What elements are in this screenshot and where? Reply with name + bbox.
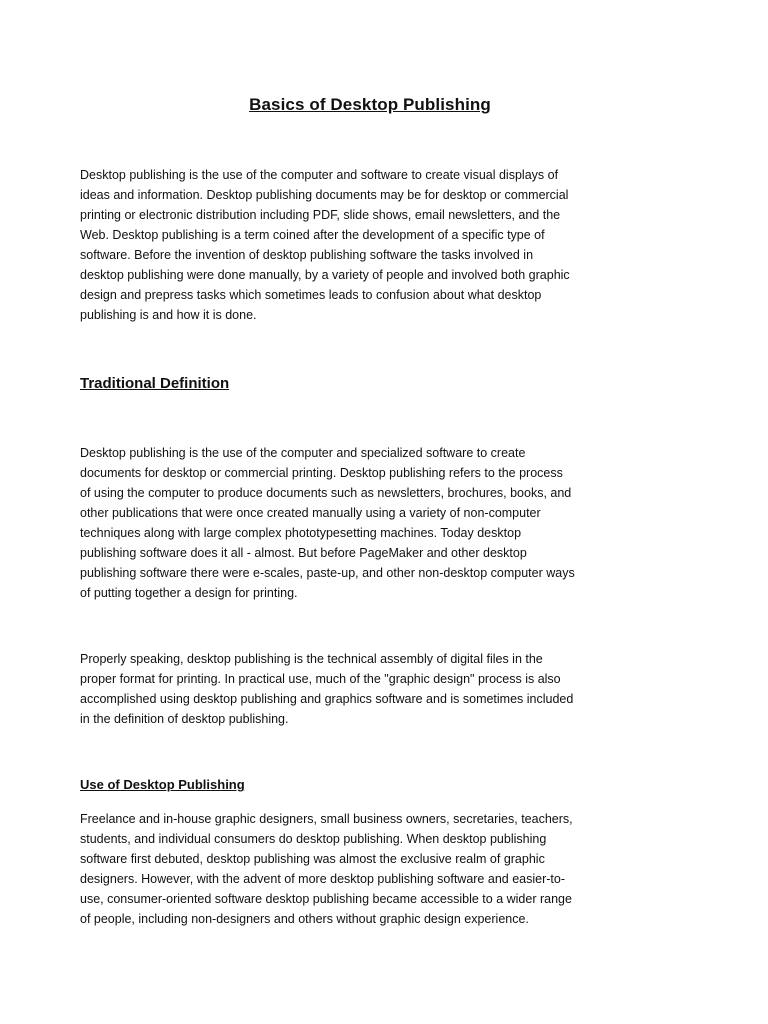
intro-line: printing or electronic distribution including PDF, slide shows, email newsletters, and the bbox=[80, 208, 561, 222]
paragraph-line: other publications that were once created manually using a variety of non-computer bbox=[80, 506, 541, 520]
section-heading-traditional-definition: Traditional Definition bbox=[80, 375, 230, 392]
traditional-definition-paragraph-2 bbox=[80, 649, 600, 729]
paragraph-line: publishing software does it all - almost. But before PageMaker and other desktop bbox=[80, 546, 527, 560]
paragraph-line: of using the computer to produce documents such as newsletters, brochures, books, and bbox=[80, 486, 572, 500]
paragraph-line: techniques along with large complex phototypesetting machines. Today desktop bbox=[80, 526, 522, 540]
paragraph-line: of putting together a design for printing. bbox=[80, 586, 298, 600]
intro-line: desktop publishing were done manually, by a variety of people and involved both graphic bbox=[80, 268, 570, 282]
intro-line: Web. Desktop publishing is a term coined after the development of a specific type of bbox=[80, 228, 545, 242]
paragraph-line: use, consumer-oriented software desktop publishing became accessible to a wider range bbox=[80, 892, 572, 906]
paragraph-line: Freelance and in-house graphic designers, small business owners, secretaries, teachers, bbox=[80, 812, 573, 826]
paragraph-line: accomplished using desktop publishing and graphics software and is sometimes included bbox=[80, 692, 574, 706]
section-heading-use-of-desktop-publishing: Use of Desktop Publishing bbox=[80, 777, 245, 792]
intro-line: design and prepress tasks which sometimes leads to confusion about what desktop bbox=[80, 288, 542, 302]
paragraph-line: software first debuted, desktop publishing was almost the exclusive realm of graphic bbox=[80, 852, 545, 866]
intro-line: publishing is and how it is done. bbox=[80, 308, 257, 322]
paragraph-line: Desktop publishing is the use of the computer and specialized software to create bbox=[80, 446, 526, 460]
paragraph-line: publishing software there were e-scales, paste-up, and other non-desktop computer ways bbox=[80, 566, 575, 580]
document-title: Basics of Desktop Publishing bbox=[249, 95, 491, 114]
intro-line: software. Before the invention of desktop publishing software the tasks involved in bbox=[80, 248, 534, 262]
use-of-desktop-publishing-paragraph bbox=[80, 809, 600, 929]
paragraph-line: of people, including non-designers and others without graphic design experience. bbox=[80, 912, 529, 926]
traditional-definition-paragraph-1 bbox=[80, 443, 600, 603]
intro-line: ideas and information. Desktop publishing documents may be for desktop or commercial bbox=[80, 188, 569, 202]
intro-line: Desktop publishing is the use of the computer and software to create visual displays of bbox=[80, 168, 559, 182]
paragraph-line: documents for desktop or commercial printing. Desktop publishing refers to the process bbox=[80, 466, 563, 480]
paragraph-line: in the definition of desktop publishing. bbox=[80, 712, 289, 726]
paragraph-line: proper format for printing. In practical use, much of the "graphic design" process is also bbox=[80, 672, 561, 686]
paragraph-line: Properly speaking, desktop publishing is the technical assembly of digital files in the bbox=[80, 652, 543, 666]
paragraph-line: designers. However, with the advent of more desktop publishing software and easier-to- bbox=[80, 872, 565, 886]
intro-paragraph bbox=[80, 165, 600, 325]
paragraph-line: students, and individual consumers do desktop publishing. When desktop publishing bbox=[80, 832, 547, 846]
